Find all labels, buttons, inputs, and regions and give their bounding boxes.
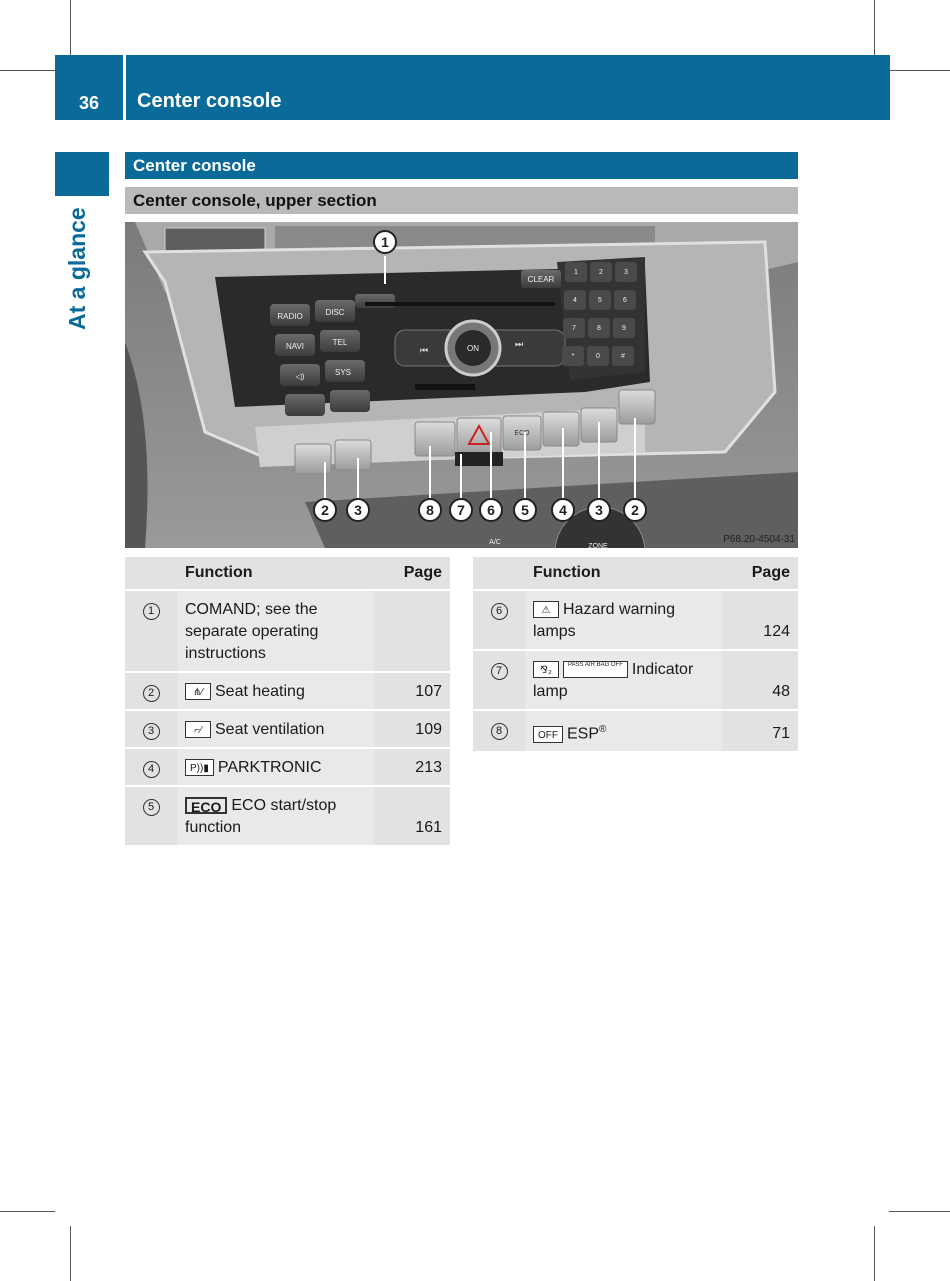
function-cell <box>525 710 722 752</box>
callout-number: 3 <box>595 502 603 518</box>
table-header-row <box>125 557 450 590</box>
crop-mark <box>0 70 55 71</box>
svg-text:◁): ◁) <box>295 372 305 381</box>
table-row <box>473 710 798 752</box>
section-subtitle: Center console, upper section <box>125 187 798 214</box>
row-number: 6 <box>473 590 525 650</box>
page-ref: 124 <box>722 590 798 650</box>
page-ref: 71 <box>722 710 798 752</box>
seat-heating-icon: ⋔⁄ <box>185 683 211 700</box>
function-column-header: Function <box>525 557 722 590</box>
callout-number: 3 <box>354 502 362 518</box>
page-ref: 109 <box>374 710 450 748</box>
table-row <box>125 786 450 846</box>
crop-mark <box>889 70 950 71</box>
table-row <box>125 672 450 710</box>
airbag-off-icon: PASS AIR BAG OFF <box>563 661 628 678</box>
crop-mark <box>70 0 71 55</box>
callout-number: 1 <box>381 234 389 250</box>
num-column-header <box>473 557 525 590</box>
table-header-row <box>473 557 798 590</box>
callout-number: 2 <box>321 502 329 518</box>
crop-mark <box>70 1226 71 1281</box>
zone-label: ZONE <box>588 543 608 548</box>
center-console-photo <box>125 222 798 548</box>
header-title: Center console <box>137 90 282 112</box>
function-text: COMAND; see the separate operating instructions <box>177 590 374 672</box>
figure-reference: P68.20-4504-31 <box>723 534 795 545</box>
row-number: 7 <box>473 650 525 710</box>
function-cell <box>177 672 374 710</box>
keypad-key-label: 1 <box>574 269 578 276</box>
table-row <box>473 650 798 710</box>
function-cell <box>525 590 722 650</box>
page-column-header: Page <box>722 557 798 590</box>
function-text: ESP <box>567 725 600 743</box>
parktronic-icon: P))▮ <box>185 759 214 776</box>
function-column-header: Function <box>177 557 374 590</box>
keypad-key-label: 5 <box>598 297 602 304</box>
table-row <box>473 590 798 650</box>
page-ref: 213 <box>374 748 450 786</box>
section-title: Center console <box>125 152 798 179</box>
sys-key-label: SYS <box>334 368 352 377</box>
table-row <box>125 590 450 672</box>
keypad-key-label: 8 <box>597 325 601 332</box>
page-ref: 48 <box>722 650 798 710</box>
crop-mark <box>0 1211 55 1212</box>
function-cell <box>525 650 722 710</box>
function-text: Indicator lamp <box>533 661 694 700</box>
registered-mark: ® <box>599 724 607 735</box>
keypad-key-label: 4 <box>573 297 577 304</box>
tel-key-label: TEL <box>332 338 348 347</box>
callout-number: 2 <box>631 502 639 518</box>
hazard-icon: ⚠ <box>533 601 559 618</box>
keypad-key-label: * <box>571 353 575 360</box>
eco-button-label: ECO <box>514 430 530 437</box>
function-text: Seat heating <box>215 683 305 700</box>
crop-mark <box>874 1226 875 1281</box>
on-knob-label: ON <box>467 344 479 353</box>
row-number: 3 <box>125 710 177 748</box>
function-cell <box>177 786 374 846</box>
crop-mark <box>874 0 875 55</box>
keypad-key-label: 7 <box>572 325 576 332</box>
keypad-key-label: # <box>621 353 625 360</box>
header-separator <box>123 55 126 120</box>
svg-text:⏭: ⏭ <box>515 339 524 349</box>
crop-mark <box>889 1211 950 1212</box>
function-text: ECO start/stop function <box>185 797 337 836</box>
passenger-seat-icon: ⅋₂ <box>533 661 559 678</box>
page-number: 36 <box>78 93 100 113</box>
function-table-left <box>125 557 450 847</box>
function-text: Seat ventilation <box>215 721 325 738</box>
row-number: 2 <box>125 672 177 710</box>
seat-ventilation-icon: ⌐⁄ <box>185 721 211 738</box>
row-number: 4 <box>125 748 177 786</box>
eco-icon: ECO <box>185 797 227 814</box>
svg-text:⏮: ⏮ <box>420 345 429 355</box>
page-ref: 161 <box>374 786 450 846</box>
side-tab-label: At a glance <box>64 207 90 330</box>
callout-number: 8 <box>426 502 434 518</box>
table-row <box>125 710 450 748</box>
keypad-key-label: 6 <box>623 297 627 304</box>
page-ref: 107 <box>374 672 450 710</box>
row-number: 5 <box>125 786 177 846</box>
num-column-header <box>125 557 177 590</box>
function-text: PARKTRONIC <box>217 759 322 776</box>
function-cell <box>177 748 374 786</box>
keypad-key-label: 0 <box>596 353 600 360</box>
keypad-key-label: 3 <box>624 269 628 276</box>
callout-number: 4 <box>559 502 567 518</box>
page-column-header: Page <box>374 557 450 590</box>
function-text: Hazard warning lamps <box>533 601 676 640</box>
side-tab <box>55 152 109 196</box>
keypad-key-label: 2 <box>599 269 603 276</box>
ac-label: A/C <box>489 539 501 546</box>
page-ref <box>374 590 450 672</box>
radio-key-label: RADIO <box>277 312 303 321</box>
callout-number: 7 <box>457 502 465 518</box>
function-table-right <box>473 557 798 753</box>
callout-number: 5 <box>521 502 529 518</box>
callout-number: 6 <box>487 502 495 518</box>
function-cell <box>177 710 374 748</box>
esp-off-icon: OFF <box>533 726 563 743</box>
clear-key-label: CLEAR <box>527 275 555 284</box>
row-number: 8 <box>473 710 525 752</box>
table-row <box>125 748 450 786</box>
disc-key-label: DISC <box>325 308 345 317</box>
keypad-key-label: 9 <box>622 325 626 332</box>
row-number: 1 <box>125 590 177 672</box>
navi-key-label: NAVI <box>285 342 305 351</box>
